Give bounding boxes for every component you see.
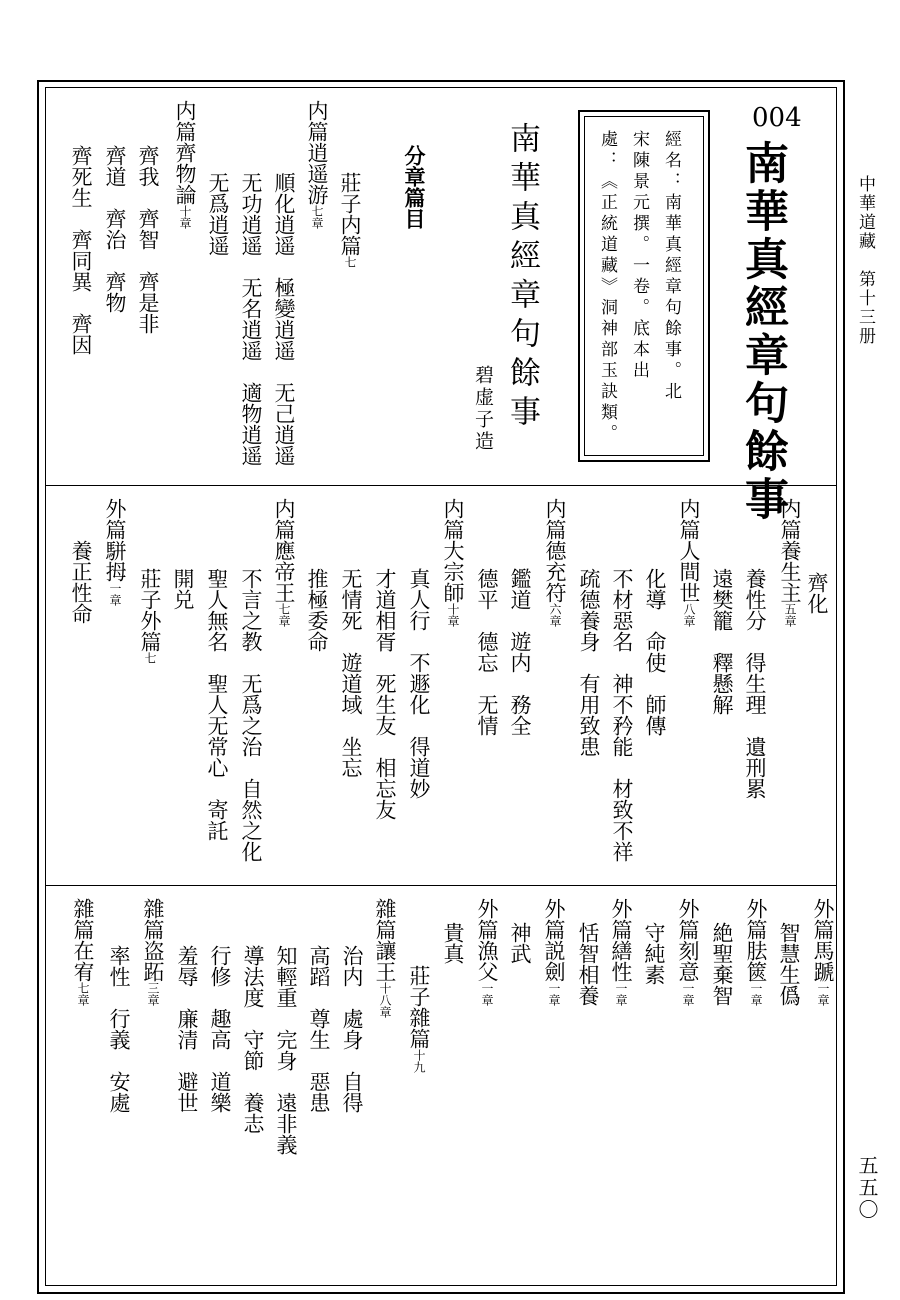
middle-col: 莊子外篇七 — [138, 568, 162, 664]
lower-col: 知輕重 完身 遠非義 — [274, 945, 298, 1155]
lower-col: 恬智相養 — [576, 922, 600, 1006]
middle-col: 内篇應帝王七章 — [272, 498, 296, 627]
middle-col: 内篇人間世八章 — [677, 498, 701, 627]
upper-col: 内篇逍遥游七章 — [305, 100, 329, 229]
middle-col: 内篇養生主五章 — [778, 498, 802, 627]
middle-col: 内篇德充符六章 — [543, 498, 567, 627]
lower-col: 絶聖棄智 — [710, 922, 734, 1006]
lower-col: 治内 處身 自得 — [340, 945, 364, 1113]
upper-col: 齊道 齊治 齊物 — [103, 145, 127, 313]
upper-col: 齊我 齊智 齊是非 — [136, 145, 160, 334]
entry-number: 004 — [752, 103, 802, 133]
middle-col: 真人行 不遯化 得道妙 — [407, 568, 431, 799]
note-line-3: 處：《正統道藏》洞神部玉訣類。 — [597, 130, 617, 445]
series-label: 中華道藏 第十三册 — [855, 175, 875, 346]
lower-col: 守純素 — [642, 922, 666, 985]
middle-col: 无情死 遊道域 坐忘 — [339, 568, 363, 778]
middle-col: 不言之教 无爲之治 自然之化 — [239, 568, 263, 862]
section-heading: 分章篇目 — [402, 145, 427, 229]
page-title: 南華真經章句餘事 — [737, 140, 788, 524]
lower-col: 貴真 — [441, 922, 465, 964]
middle-col: 遠樊籠 釋懸解 — [710, 568, 734, 715]
text-title: 南華真經章句餘事 — [504, 122, 540, 434]
upper-col: 莊子内篇七 — [338, 172, 362, 268]
middle-col: 外篇駢拇一章 — [103, 498, 127, 606]
middle-col: 推極委命 — [305, 568, 329, 652]
middle-col: 聖人無名 聖人无常心 寄託 — [205, 568, 229, 841]
page-number: 五五〇 — [855, 1155, 879, 1221]
lower-col: 外篇説劍一章 — [542, 898, 566, 1006]
lower-col: 外篇繕性一章 — [609, 898, 633, 1006]
middle-col: 才道相胥 死生友 相忘友 — [373, 568, 397, 820]
lower-col: 智慧生僞 — [777, 922, 801, 1006]
lower-col: 率性 行義 安處 — [107, 945, 131, 1113]
upper-col: 内篇齊物論十章 — [173, 100, 197, 229]
divider-lower — [46, 885, 836, 886]
lower-col: 外篇漁父一章 — [475, 898, 499, 1006]
upper-col: 无爲逍遥 — [206, 172, 230, 256]
lower-col: 外篇馬蹏一章 — [811, 898, 835, 1006]
middle-col: 養性分 得生理 遺刑累 — [743, 568, 767, 799]
author: 碧虚子造 — [472, 365, 494, 453]
lower-col: 雜篇盗跖三章 — [141, 898, 165, 1006]
lower-col: 羞辱 廉清 避世 — [175, 945, 199, 1113]
note-line-1: 經名：南華真經章句餘事。北 — [661, 130, 681, 403]
lower-col: 導法度 守節 養志 — [241, 945, 265, 1134]
upper-col: 順化逍遥 極變逍遥 无己逍遥 — [272, 172, 296, 466]
middle-col: 疏德養身 有用致患 — [577, 568, 601, 757]
middle-col: 開兑 — [171, 568, 195, 610]
note-line-2: 宋陳景元撰。一卷。底本出 — [629, 130, 649, 382]
lower-col: 雜篇讓王十八章 — [373, 898, 397, 1018]
middle-col: 化導 命使 師傳 — [643, 568, 667, 736]
middle-col: 不材惡名 神不矜能 材致不祥 — [610, 568, 634, 862]
lower-col: 高蹈 尊生 惡患 — [307, 945, 331, 1113]
divider-upper — [46, 485, 836, 486]
lower-col: 雜篇在宥七章 — [71, 898, 95, 1006]
lower-col: 外篇胠篋一章 — [744, 898, 768, 1006]
middle-col: 養正性命 — [69, 540, 93, 624]
lower-col: 莊子雜篇十九 — [407, 965, 431, 1073]
middle-col: 齊化 — [805, 572, 829, 614]
lower-col: 行修 趣高 道樂 — [208, 945, 232, 1113]
lower-col: 外篇刻意一章 — [676, 898, 700, 1006]
upper-col: 无功逍遥 无名逍遥 適物逍遥 — [239, 172, 263, 466]
middle-col: 内篇大宗師十章 — [441, 498, 465, 627]
middle-col: 德平 德忘 无情 — [475, 568, 499, 736]
middle-col: 鑑道 遊内 務全 — [508, 568, 532, 736]
lower-col: 神武 — [508, 922, 532, 964]
upper-col: 齊死生 齊同異 齊因 — [69, 145, 93, 355]
